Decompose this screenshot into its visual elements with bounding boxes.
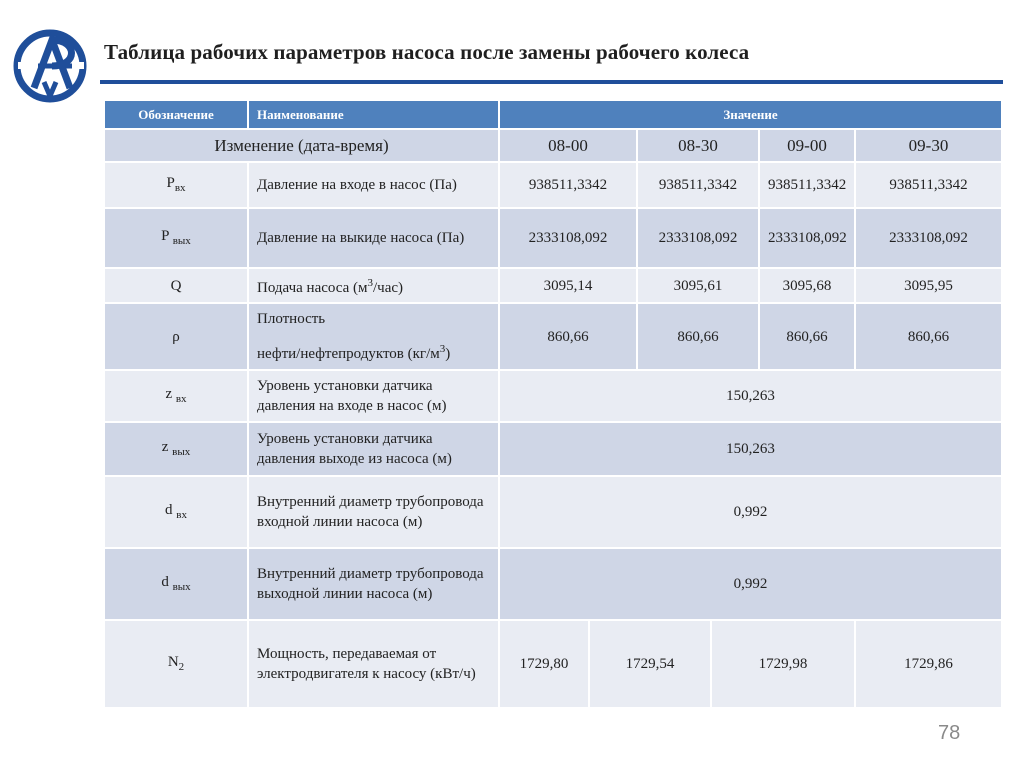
value-p-in-0800: 938511,3342 — [499, 162, 637, 208]
name-d-out: Внутренний диаметр трубопровода выходной линии насоса (м) — [248, 548, 499, 620]
name-p-out: Давление на выкиде насоса (Па) — [248, 208, 499, 268]
symbol-q: Q — [104, 268, 248, 303]
value-n2-0900: 1729,98 — [711, 620, 855, 708]
title-underline — [100, 80, 1003, 84]
time-0900: 09-00 — [759, 129, 855, 162]
symbol-n2: $N_2$ — [104, 620, 248, 708]
name-p-in: Давление на входе в насос (Па) — [248, 162, 499, 208]
header-designation: Обозначение — [104, 100, 248, 129]
value-q-0800: 3095,14 — [499, 268, 637, 303]
row-p-in — [104, 162, 1002, 208]
symbol-z-out: z $_{вых}$ — [104, 422, 248, 476]
value-p-out-0830: 2333108,092 — [637, 208, 759, 268]
symbol-p-out: P $_{вых}$ — [104, 208, 248, 268]
value-rho-0930: 860,66 — [855, 303, 1002, 370]
value-n2-0930: 1729,86 — [855, 620, 1002, 708]
row-z-in — [104, 370, 1002, 422]
value-p-in-0930: 938511,3342 — [855, 162, 1002, 208]
symbol-rho: ρ — [104, 303, 248, 370]
symbol-d-out: d $_{вых}$ — [104, 548, 248, 620]
name-rho: Плотность нефти/нефтепродуктов $(кг/м^3)$ — [248, 303, 499, 370]
value-p-in-0900: 938511,3342 — [759, 162, 855, 208]
datetime-label: Изменение (дата-время) — [104, 129, 499, 162]
symbol-d-in: d $_{вх}$ — [104, 476, 248, 548]
value-n2-0830: 1729,54 — [589, 620, 711, 708]
value-p-out-0900: 2333108,092 — [759, 208, 855, 268]
value-q-0900: 3095,68 — [759, 268, 855, 303]
row-p-out — [104, 208, 1002, 268]
symbol-p-in: $P_{вх}$ — [104, 162, 248, 208]
time-0830: 08-30 — [637, 129, 759, 162]
value-q-0930: 3095,95 — [855, 268, 1002, 303]
slide-title: Таблица рабочих параметров насоса после замены рабочего колеса — [104, 40, 750, 64]
time-0930: 09-30 — [855, 129, 1002, 162]
name-z-out: Уровень установки датчика давления выходе из насоса (м) — [248, 422, 499, 476]
value-rho-0900: 860,66 — [759, 303, 855, 370]
row-d-in — [104, 476, 1002, 548]
value-z-out: 150,263 — [499, 422, 1002, 476]
symbol-z-in: z $_{вх}$ — [104, 370, 248, 422]
name-n2: Мощность, передаваемая от электродвигателя к насосу (кВт/ч) — [248, 620, 499, 708]
name-d-in: Внутренний диаметр трубопровода входной линии насоса (м) — [248, 476, 499, 548]
value-n2-0800: 1729,80 — [499, 620, 589, 708]
datetime-row — [104, 129, 1002, 162]
value-p-in-0830: 938511,3342 — [637, 162, 759, 208]
header-name: Наименование — [248, 100, 499, 129]
row-rho — [104, 303, 1002, 370]
pump-parameters-table — [103, 99, 1003, 709]
header-row — [104, 100, 1002, 129]
header-value: Значение — [499, 100, 1002, 129]
company-logo-icon — [12, 26, 92, 106]
value-rho-0800: 860,66 — [499, 303, 637, 370]
value-d-in: 0,992 — [499, 476, 1002, 548]
value-rho-0830: 860,66 — [637, 303, 759, 370]
value-p-out-0800: 2333108,092 — [499, 208, 637, 268]
time-0800: 08-00 — [499, 129, 637, 162]
value-p-out-0930: 2333108,092 — [855, 208, 1002, 268]
value-d-out: 0,992 — [499, 548, 1002, 620]
name-q: Подача насоса $(м^3/час)$ — [248, 268, 499, 303]
row-z-out — [104, 422, 1002, 476]
name-z-in: Уровень установки датчика давления на входе в насос (м) — [248, 370, 499, 422]
row-n2 — [104, 620, 1002, 708]
value-q-0830: 3095,61 — [637, 268, 759, 303]
value-z-in: 150,263 — [499, 370, 1002, 422]
row-d-out — [104, 548, 1002, 620]
row-q — [104, 268, 1002, 303]
page-number: 78 — [938, 722, 961, 744]
